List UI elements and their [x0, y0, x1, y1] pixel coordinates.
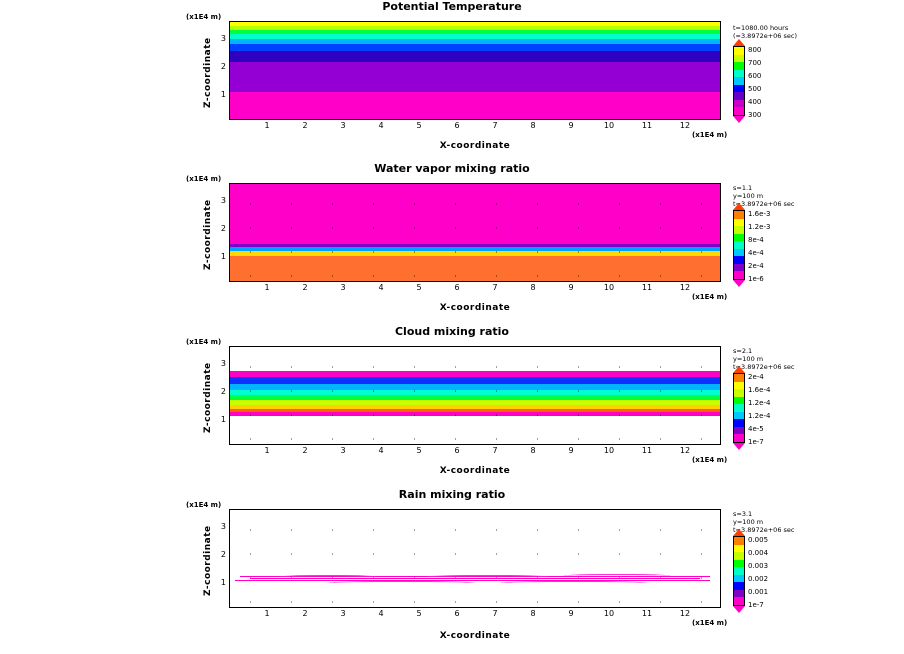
colorbar-tick: 500	[748, 85, 762, 93]
colorbar-tick: 1e-7	[748, 601, 764, 609]
y-tick-label: 1	[220, 578, 226, 587]
contour-band	[230, 92, 720, 119]
x-tick-label: 5	[416, 609, 422, 618]
x-tick-label: 1	[264, 609, 270, 618]
x-axis-label: X-coordinate	[439, 141, 511, 151]
x-axis-unit: (x1E4 m)	[692, 456, 728, 464]
x-tick-label: 4	[378, 283, 384, 292]
grid-dots	[230, 510, 720, 607]
colorbar-tick: 1.6e-4	[748, 386, 771, 394]
annotation-s: s=2.1	[733, 347, 753, 355]
panel-title: Potential Temperature	[382, 0, 522, 13]
x-tick-label: 12	[679, 283, 691, 292]
x-tick-label: 6	[454, 609, 460, 618]
annotation-y: y=100 m	[733, 355, 764, 363]
annotation-time: t=3.8972e+06 sec	[733, 363, 795, 371]
y-tick-label: 3	[220, 34, 226, 43]
x-tick-label: 11	[641, 609, 653, 618]
y-tick-label: 2	[220, 224, 226, 233]
x-tick-label: 2	[302, 283, 308, 292]
x-tick-label: 10	[603, 121, 615, 130]
colorbar-tick: 300	[748, 111, 762, 119]
annotation-s: s=3.1	[733, 510, 753, 518]
x-tick-label: 8	[530, 609, 536, 618]
annotation-y: y=100 m	[733, 518, 764, 526]
y-axis-label: Z-coordinate	[203, 37, 213, 108]
x-tick-label: 7	[492, 446, 498, 455]
y-tick-label: 1	[220, 90, 226, 99]
x-tick-label: 12	[679, 121, 691, 130]
y-tick-label: 1	[220, 252, 226, 261]
x-tick-label: 8	[530, 446, 536, 455]
contour-line	[563, 574, 671, 579]
y-axis-unit: (x1E4 m)	[186, 501, 222, 509]
colorbar-arrow-bottom	[733, 606, 745, 613]
colorbar-tick: 0.005	[748, 536, 769, 544]
contour-band	[230, 62, 720, 92]
x-tick-label: 10	[603, 609, 615, 618]
x-tick-label: 12	[679, 446, 691, 455]
colorbar-arrow-top	[733, 529, 745, 536]
colorbar-tick: 8e-4	[748, 236, 764, 244]
colorbar	[733, 373, 745, 443]
colorbar-tick: 1.6e-3	[748, 210, 771, 218]
plot-area	[229, 183, 721, 282]
contour-fill	[230, 22, 720, 119]
y-axis-label: Z-coordinate	[203, 199, 213, 270]
x-tick-label: 2	[302, 121, 308, 130]
annotation-time: t=3.8972e+06 sec	[733, 526, 795, 534]
contour-band	[230, 39, 720, 44]
panel-title: Cloud mixing ratio	[394, 325, 509, 338]
x-tick-label: 11	[641, 446, 653, 455]
colorbar	[733, 536, 745, 606]
x-tick-label: 3	[340, 121, 346, 130]
colorbar-tick: 0.001	[748, 588, 769, 596]
y-axis-label: Z-coordinate	[203, 525, 213, 596]
contour-band	[230, 30, 720, 34]
x-tick-label: 11	[641, 121, 653, 130]
x-tick-label: 4	[378, 446, 384, 455]
x-tick-label: 9	[568, 121, 574, 130]
x-tick-label: 7	[492, 283, 498, 292]
colorbar-arrow-top	[733, 366, 745, 373]
annotation-s: s=1.1	[733, 184, 753, 192]
annotation-y: y=100 m	[733, 192, 764, 200]
contour-line	[279, 575, 377, 580]
panel-cloud-mixing-ratio	[0, 325, 904, 487]
colorbar-tick: 1.2e-3	[748, 223, 771, 231]
x-axis-label: X-coordinate	[439, 303, 511, 313]
contour-line	[426, 575, 549, 580]
x-tick-label: 9	[568, 609, 574, 618]
colorbar-tick: 400	[748, 98, 762, 106]
y-tick-label: 3	[220, 196, 226, 205]
x-tick-label: 11	[641, 283, 653, 292]
x-tick-label: 5	[416, 121, 422, 130]
y-axis-unit: (x1E4 m)	[186, 175, 222, 183]
x-tick-label: 6	[454, 446, 460, 455]
x-tick-label: 9	[568, 283, 574, 292]
contour-line	[500, 581, 647, 586]
x-axis-unit: (x1E4 m)	[692, 131, 728, 139]
plot-area	[229, 346, 721, 445]
y-tick-label: 2	[220, 387, 226, 396]
colorbar-tick: 800	[748, 46, 762, 54]
colorbar-tick: 1e-7	[748, 438, 764, 446]
grid-dots	[230, 347, 720, 444]
grid-dots	[230, 184, 720, 281]
x-tick-label: 5	[416, 283, 422, 292]
panel-rain-mixing-ratio	[0, 488, 904, 654]
x-tick-label: 1	[264, 446, 270, 455]
contour-band	[230, 22, 720, 26]
x-tick-label: 2	[302, 609, 308, 618]
x-tick-label: 6	[454, 121, 460, 130]
contour-band	[230, 34, 720, 39]
panel-water-vapor-mixing-ratio	[0, 162, 904, 324]
y-axis-label: Z-coordinate	[203, 362, 213, 433]
annotation-time: t=3.8972e+06 sec	[733, 200, 795, 208]
colorbar	[733, 210, 745, 280]
panel-title: Water vapor mixing ratio	[374, 162, 530, 175]
x-tick-label: 10	[603, 283, 615, 292]
x-tick-label: 12	[679, 609, 691, 618]
colorbar-tick: 700	[748, 59, 762, 67]
x-tick-label: 9	[568, 446, 574, 455]
x-tick-label: 5	[416, 446, 422, 455]
x-axis-unit: (x1E4 m)	[692, 619, 728, 627]
annotation-seconds: (=3.8972e+06 sec)	[733, 32, 798, 40]
x-tick-label: 3	[340, 283, 346, 292]
colorbar-arrow-bottom	[733, 116, 745, 123]
colorbar-tick: 1.2e-4	[748, 399, 771, 407]
colorbar-tick: 1e-6	[748, 275, 764, 283]
x-tick-label: 4	[378, 121, 384, 130]
panel-potential-temperature	[0, 0, 904, 160]
x-tick-label: 1	[264, 283, 270, 292]
colorbar-tick: 600	[748, 72, 762, 80]
colorbar-tick: 0.002	[748, 575, 769, 583]
colorbar-tick: 4e-4	[748, 249, 764, 257]
x-tick-label: 7	[492, 609, 498, 618]
y-tick-label: 1	[220, 415, 226, 424]
colorbar-tick: 1.2e-4	[748, 412, 771, 420]
x-axis-label: X-coordinate	[439, 631, 511, 641]
contour-band	[230, 51, 720, 62]
contour-line	[328, 581, 475, 586]
x-tick-label: 2	[302, 446, 308, 455]
annotation-time: t=1080.00 hours	[733, 24, 789, 32]
plot-area	[229, 21, 721, 120]
x-tick-label: 1	[264, 121, 270, 130]
y-tick-label: 3	[220, 359, 226, 368]
colorbar-tick: 2e-4	[748, 373, 764, 381]
x-tick-label: 3	[340, 446, 346, 455]
colorbar-tick: 4e-5	[748, 425, 764, 433]
colorbar-arrow-top	[733, 203, 745, 210]
y-tick-label: 2	[220, 550, 226, 559]
colorbar-arrow-top	[733, 39, 745, 46]
y-tick-label: 3	[220, 522, 226, 531]
y-axis-unit: (x1E4 m)	[186, 338, 222, 346]
x-tick-label: 7	[492, 121, 498, 130]
x-tick-label: 4	[378, 609, 384, 618]
y-axis-unit: (x1E4 m)	[186, 13, 222, 21]
x-tick-label: 8	[530, 283, 536, 292]
contour-band	[230, 44, 720, 51]
colorbar-arrow-bottom	[733, 280, 745, 287]
colorbar	[733, 46, 745, 116]
colorbar-tick: 0.004	[748, 549, 769, 557]
x-tick-label: 6	[454, 283, 460, 292]
colorbar-tick: 0.003	[748, 562, 769, 570]
x-tick-label: 3	[340, 609, 346, 618]
colorbar-tick: 2e-4	[748, 262, 764, 270]
contour-band	[230, 26, 720, 29]
x-tick-label: 8	[530, 121, 536, 130]
x-axis-unit: (x1E4 m)	[692, 293, 728, 301]
y-tick-label: 2	[220, 62, 226, 71]
x-axis-label: X-coordinate	[439, 466, 511, 476]
colorbar-arrow-bottom	[733, 443, 745, 450]
plot-area	[229, 509, 721, 608]
x-tick-label: 10	[603, 446, 615, 455]
panel-title: Rain mixing ratio	[398, 488, 506, 501]
